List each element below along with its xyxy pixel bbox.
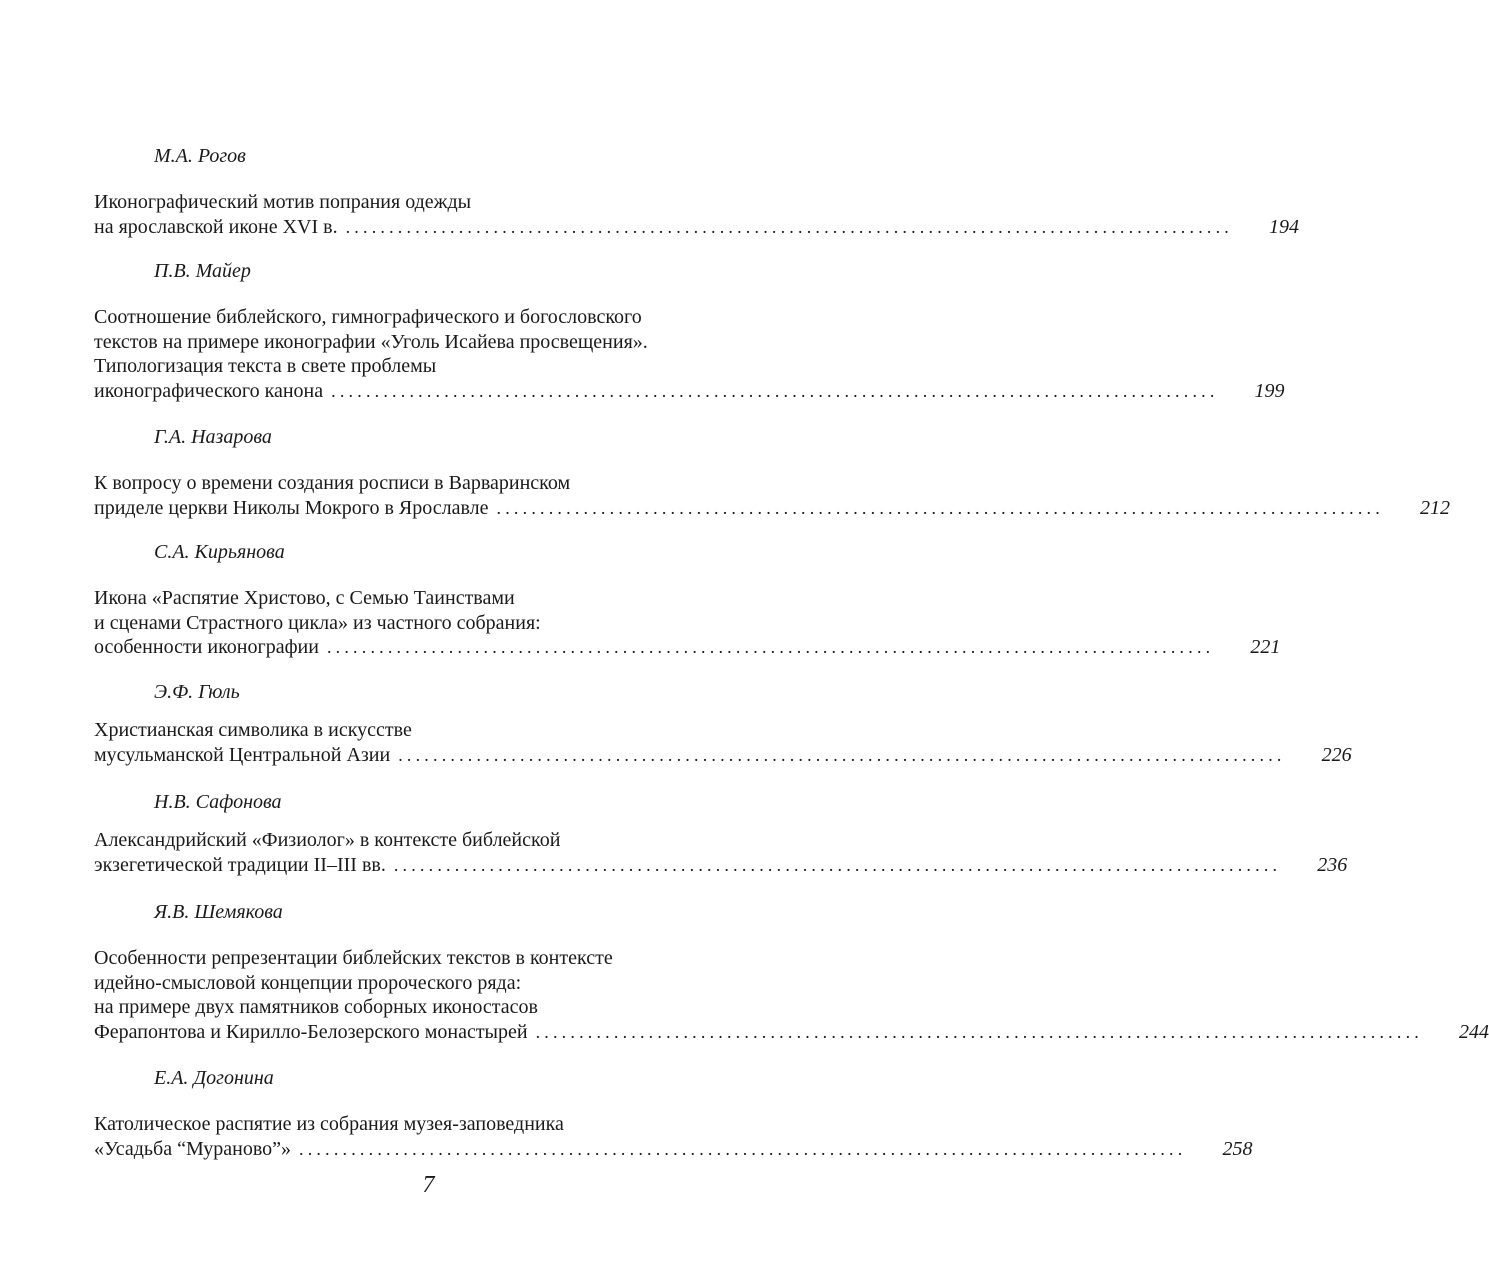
title-line: мусульманской Центральной Азии: [94, 743, 391, 766]
title-line: и сценами Страстного цикла» из частного собрания:: [94, 611, 541, 634]
title-line: на примере двух памятников соборных иконостасов: [94, 996, 538, 1019]
entry-title: [94, 828, 1348, 877]
title-line: приделе церкви Николы Мокрого в Ярославле: [94, 496, 489, 519]
title-line: текстов на примере иконографии «Уголь Исайева просвещения».: [94, 330, 648, 353]
page-number: 221: [1250, 636, 1281, 659]
leader-dots: ......................................................................................................: [345, 216, 1233, 237]
title-last-line: [94, 853, 1348, 878]
title-line: Иконографический мотив попрания одежды: [94, 191, 472, 213]
title-line: Христианская символика в искусстве: [94, 719, 412, 741]
title-line: К вопросу о времени создания росписи в Варваринском: [94, 472, 571, 494]
leader-dots: ......................................................................................................: [535, 1021, 1423, 1042]
title-line: иконографического канона: [94, 379, 324, 402]
toc-entry-shemyakova: [94, 900, 1489, 1044]
title-last-line: [94, 496, 1450, 521]
entry-title: [94, 471, 1450, 520]
entry-title: [94, 946, 1489, 1044]
toc-entry-rogov: [94, 144, 1299, 239]
entry-title: [94, 718, 1352, 767]
title-last-line: [94, 743, 1352, 768]
entry-author: Я.В. Шемякова: [154, 901, 283, 923]
folio-page-number: 7: [422, 1172, 435, 1198]
title-line: Католическое распятие из собрания музея-заповедника: [94, 1113, 564, 1135]
title-last-line: [94, 635, 1281, 660]
title-line: особенности иконографии: [94, 636, 319, 659]
leader-dots: ......................................................................................................: [326, 637, 1215, 658]
title-line: Типологизация текста в свете проблемы: [94, 355, 437, 378]
entry-author: Е.А. Догонина: [154, 1067, 274, 1089]
toc-entry-safonova: [94, 790, 1348, 877]
title-line: экзегетической традиции II–III вв.: [94, 853, 386, 876]
title-last-line: [94, 1020, 1489, 1045]
leader-dots: ......................................................................................................: [331, 380, 1219, 401]
title-line: Икона «Распятие Христово, с Семью Таинствами: [94, 587, 515, 609]
title-line: Александрийский «Физиолог» в контексте библейской: [94, 829, 561, 851]
title-line: Соотношение библейского, гимнографического и богословского: [94, 306, 642, 328]
entry-title: [94, 586, 1281, 660]
page-number: 194: [1269, 215, 1299, 238]
toc-entry-dogonina: [94, 1066, 1253, 1161]
leader-dots: ......................................................................................................: [299, 1138, 1187, 1159]
page-number: 244: [1458, 1020, 1489, 1043]
page-number: 258: [1222, 1137, 1253, 1160]
entry-author: П.В. Майер: [154, 260, 251, 282]
entry-title: [94, 1112, 1253, 1161]
title-line: Особенности репрезентации библейских текстов в контексте: [94, 947, 613, 969]
title-line: на ярославской иконе XVI в.: [94, 215, 338, 238]
entry-author: Н.В. Сафонова: [154, 791, 282, 813]
entry-author: Э.Ф. Гюль: [154, 681, 240, 703]
leader-dots: ......................................................................................................: [393, 854, 1282, 875]
leader-dots: ......................................................................................................: [496, 497, 1384, 518]
page-number: 199: [1254, 379, 1285, 402]
leader-dots: ......................................................................................................: [398, 744, 1286, 765]
toc-entry-nazarova: [94, 425, 1450, 520]
page-number: 212: [1419, 496, 1450, 519]
toc-entry-maier: [94, 259, 1285, 403]
entry-title: [94, 305, 1285, 403]
entry-title: [94, 190, 1299, 239]
title-line: Ферапонтова и Кирилло-Белозерского монастырей: [94, 1020, 528, 1043]
page-number: 226: [1321, 743, 1352, 766]
toc-entry-gyul: [94, 680, 1352, 767]
entry-author: М.А. Рогов: [154, 145, 246, 167]
toc-entry-kiryanova: [94, 540, 1281, 660]
entry-author: Г.А. Назарова: [154, 426, 272, 448]
title-line: идейно-смысловой концепции пророческого ряда:: [94, 971, 522, 994]
page-number: 236: [1317, 853, 1348, 876]
title-line: «Усадьба “Мураново”»: [94, 1137, 292, 1160]
title-last-line: [94, 215, 1299, 240]
entry-author: С.А. Кирьянова: [154, 541, 285, 563]
title-last-line: [94, 379, 1285, 404]
title-last-line: [94, 1137, 1253, 1162]
